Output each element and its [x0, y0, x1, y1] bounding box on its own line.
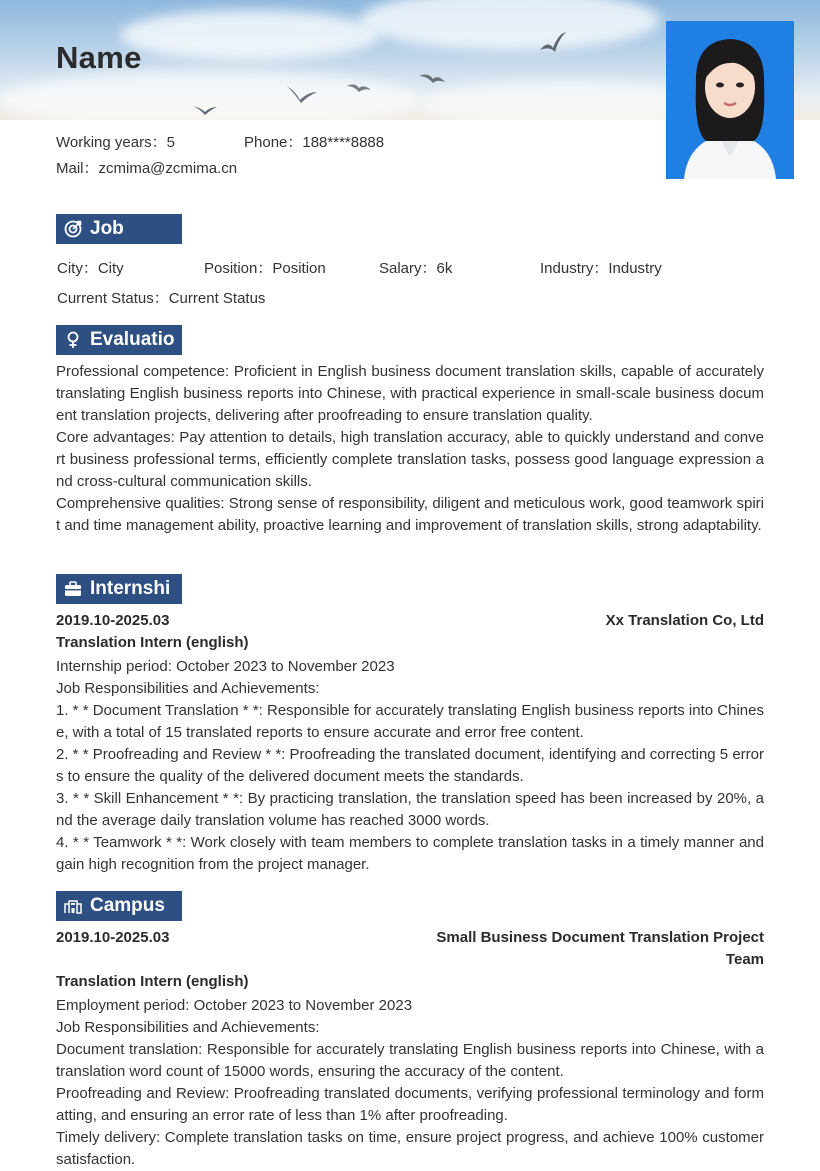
evaluation-paragraph: Core advantages: Pay attention to details, high translation accuracy, able to quickly understand and convert business professional terms, efficiently complete translation tasks, possess good language expression and cross-cultural communication skills.	[56, 429, 764, 490]
target-icon	[64, 220, 82, 238]
job-salary	[379, 257, 452, 278]
job-city-label: City：	[57, 260, 98, 277]
profile-photo	[666, 21, 794, 179]
campus-line: Proofreading and Review: Proofreading translated documents, verifying professional terminology and formatting, and ensuring an error rate of less than 1% after proofreading.	[56, 1085, 764, 1124]
working-years-value: 5	[166, 134, 175, 151]
job-industry	[540, 257, 662, 278]
campus-role: Translation Intern (english)	[56, 973, 249, 990]
internship-line: 3. * * Skill Enhancement * *: By practicing translation, the translation speed has been increased by 20%, and the average daily translation volume has reached 3000 words.	[56, 790, 764, 829]
internship-company: Xx Translation Co, Ltd	[605, 612, 764, 629]
mail-value: zcmima@zcmima.cn	[98, 160, 238, 177]
job-salary-value: 6k	[436, 260, 453, 277]
campus-date: 2019.10-2025.03	[56, 929, 170, 946]
section-header-campus	[56, 891, 182, 921]
internship-role: Translation Intern (english)	[56, 634, 249, 651]
section-header-evaluation	[56, 325, 182, 355]
seagull-icon	[286, 84, 318, 104]
mail	[56, 157, 237, 178]
section-title-evaluation: Evaluatio	[90, 329, 175, 350]
campus-line: Employment period: October 2023 to November 2023	[56, 997, 413, 1014]
working-years	[56, 131, 175, 152]
campus-line: Document translation: Responsible for accurately translating English business reports into Chinese, with a translation word count of 15000 words, ensuring the accuracy of the content.	[56, 1041, 764, 1080]
job-city-value: City	[97, 260, 124, 277]
internship-line: Job Responsibilities and Achievements:	[56, 680, 320, 697]
job-industry-value: Industry	[608, 260, 662, 277]
evaluation-paragraph: Professional competence: Proficient in English business document translation skills, capable of accurately translating English business reports into Chinese, with practical experience in small-scale business document translation projects, delivering after proofreading to ensure translation quality.	[56, 363, 764, 424]
seagull-icon	[538, 30, 568, 60]
job-position-value: Position	[272, 260, 326, 277]
section-title-campus: Campus	[90, 895, 165, 916]
mail-label: Mail：	[56, 160, 99, 177]
internship-line: Internship period: October 2023 to November 2023	[56, 658, 395, 675]
job-industry-label: Industry：	[540, 260, 609, 277]
job-position-label: Position：	[204, 260, 273, 277]
job-current-status	[57, 287, 265, 308]
school-icon	[64, 897, 82, 915]
seagull-icon	[418, 70, 446, 86]
job-status-value: Current Status	[168, 290, 266, 307]
campus-line: Timely delivery: Complete translation tasks on time, ensure project progress, and achieve 100% customer satisfaction.	[56, 1129, 764, 1168]
campus-line: Job Responsibilities and Achievements:	[56, 1019, 320, 1036]
medal-icon	[64, 331, 82, 349]
phone-value: 188****8888	[302, 134, 385, 151]
seagull-icon	[346, 80, 372, 96]
job-city	[57, 257, 124, 278]
internship-line: 1. * * Document Translation * *: Responsible for accurately translating English business reports into Chinese, with a total of 15 translated reports to ensure accurate and error free content.	[56, 702, 764, 741]
candidate-name: Name	[56, 40, 142, 75]
section-header-internship	[56, 574, 182, 604]
phone-label: Phone：	[244, 134, 303, 151]
section-header-job	[56, 214, 182, 244]
phone	[244, 131, 384, 152]
campus-organization: Small Business Document Translation Project Team	[436, 929, 764, 968]
job-status-label: Current Status：	[57, 290, 169, 307]
job-position	[204, 257, 326, 278]
working-years-label: Working years：	[56, 134, 167, 151]
internship-line: 2. * * Proofreading and Review * *: Proofreading the translated document, identifying and correcting 5 errors to ensure the quality of the delivered document meets the standards.	[56, 746, 764, 785]
briefcase-icon	[64, 580, 82, 598]
seagull-icon	[192, 104, 218, 116]
internship-line: 4. * * Teamwork * *: Work closely with team members to complete translation tasks in a timely manner and gain high recognition from the project manager.	[56, 834, 764, 873]
section-title-job: Job	[90, 218, 124, 239]
evaluation-paragraph: Comprehensive qualities: Strong sense of responsibility, diligent and meticulous work, good teamwork spirit and time management ability, proactive learning and improvement of translation skills, strong adaptability.	[56, 495, 764, 534]
job-salary-label: Salary：	[379, 260, 437, 277]
internship-date: 2019.10-2025.03	[56, 612, 170, 629]
section-title-internship: Internshi	[90, 578, 171, 599]
